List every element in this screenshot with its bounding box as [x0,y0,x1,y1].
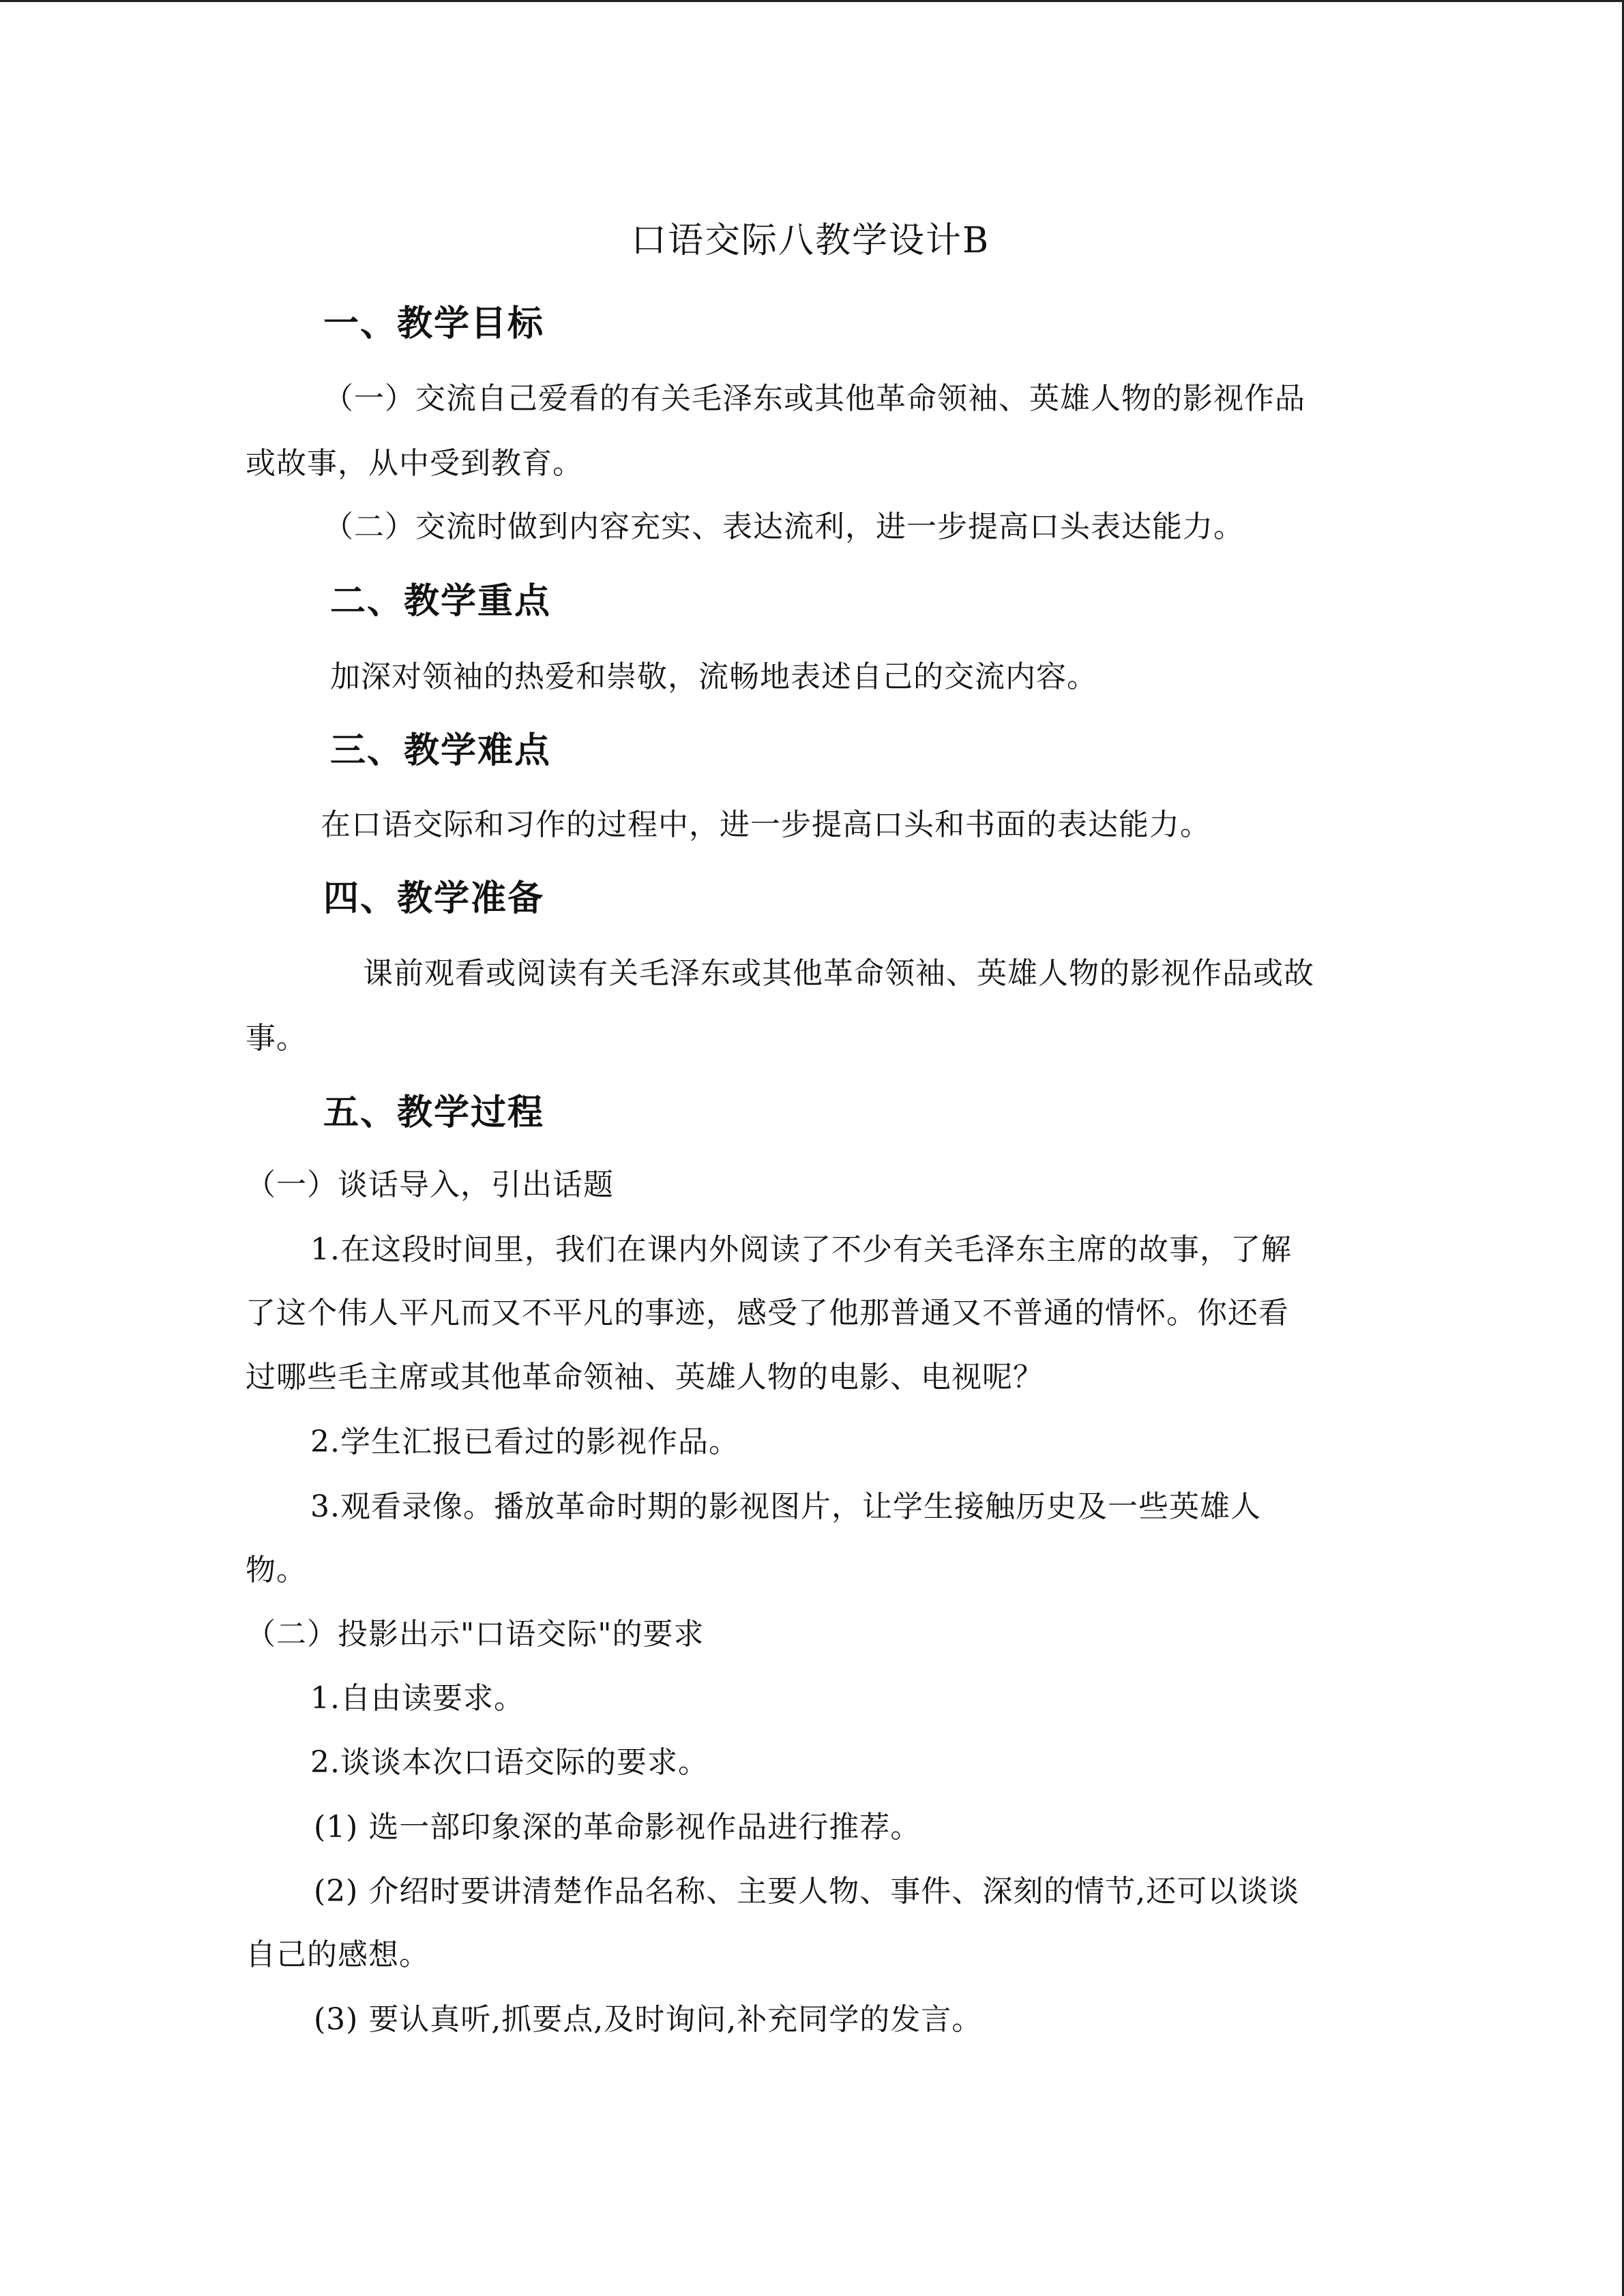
section-heading-preparation: 四、教学准备 [323,878,545,919]
process-part-1-title: （一）谈话导入，引出话题 [246,1167,614,1202]
objective-1-line-2: 或故事，从中受到教育。 [246,446,583,481]
process-part-2-sub-1: (1) 选一部印象深的革命影视作品进行推荐。 [314,1810,921,1845]
process-part-2-item-2: 2.谈谈本次口语交际的要求。 [310,1745,709,1780]
section-heading-process: 五、教学过程 [323,1092,545,1133]
process-part-2-title: （二）投影出示"口语交际"的要求 [246,1617,705,1652]
section-heading-difficulties: 三、教学难点 [330,730,552,771]
document-title: 口语交际八教学设计B [631,220,990,261]
preparation-line-2: 事。 [246,1021,307,1056]
process-part-1-item-1-line-1: 1.在这段时间里，我们在课内外阅读了不少有关毛泽东主席的故事，了解 [310,1232,1292,1267]
process-part-1-item-3-line-1: 3.观看录像。播放革命时期的影视图片，让学生接触历史及一些英雄人 [310,1489,1261,1524]
section-heading-key-points: 二、教学重点 [330,581,552,622]
process-part-2-sub-2-line-1: (2) 介绍时要讲清楚作品名称、主要人物、事件、深刻的情节,还可以谈谈 [314,1874,1300,1909]
process-part-1-item-1-line-2: 了这个伟人平凡而又不平凡的事迹，感受了他那普通又不普通的情怀。你还看 [246,1296,1289,1330]
key-points-text: 加深对领袖的热爱和崇敬，流畅地表述自己的交流内容。 [330,659,1097,694]
process-part-1-item-1-line-3: 过哪些毛主席或其他革命领袖、英雄人物的电影、电视呢？ [246,1360,1044,1395]
page-border-top [0,0,1624,2]
preparation-line-1: 课前观看或阅读有关毛泽东或其他革命领袖、英雄人物的影视作品或故 [363,956,1314,991]
section-heading-objectives: 一、教学目标 [323,303,545,344]
process-part-2-item-1: 1.自由读要求。 [310,1681,525,1716]
process-part-1-item-3-line-2: 物。 [246,1553,307,1587]
process-part-1-item-2: 2.学生汇报已看过的影视作品。 [310,1425,739,1459]
objective-1-line-1: （一）交流自己爱看的有关毛泽东或其他革命领袖、英雄人物的影视作品 [323,381,1305,416]
difficulties-text: 在口语交际和习作的过程中，进一步提高口头和书面的表达能力。 [321,807,1211,842]
process-part-2-sub-2-line-2: 自己的感想。 [246,1937,430,1972]
process-part-2-sub-3: (3) 要认真听,抓要点,及时询问,补充同学的发言。 [314,2002,983,2037]
objective-2: （二）交流时做到内容充实、表达流利，进一步提高口头表达能力。 [323,509,1244,544]
